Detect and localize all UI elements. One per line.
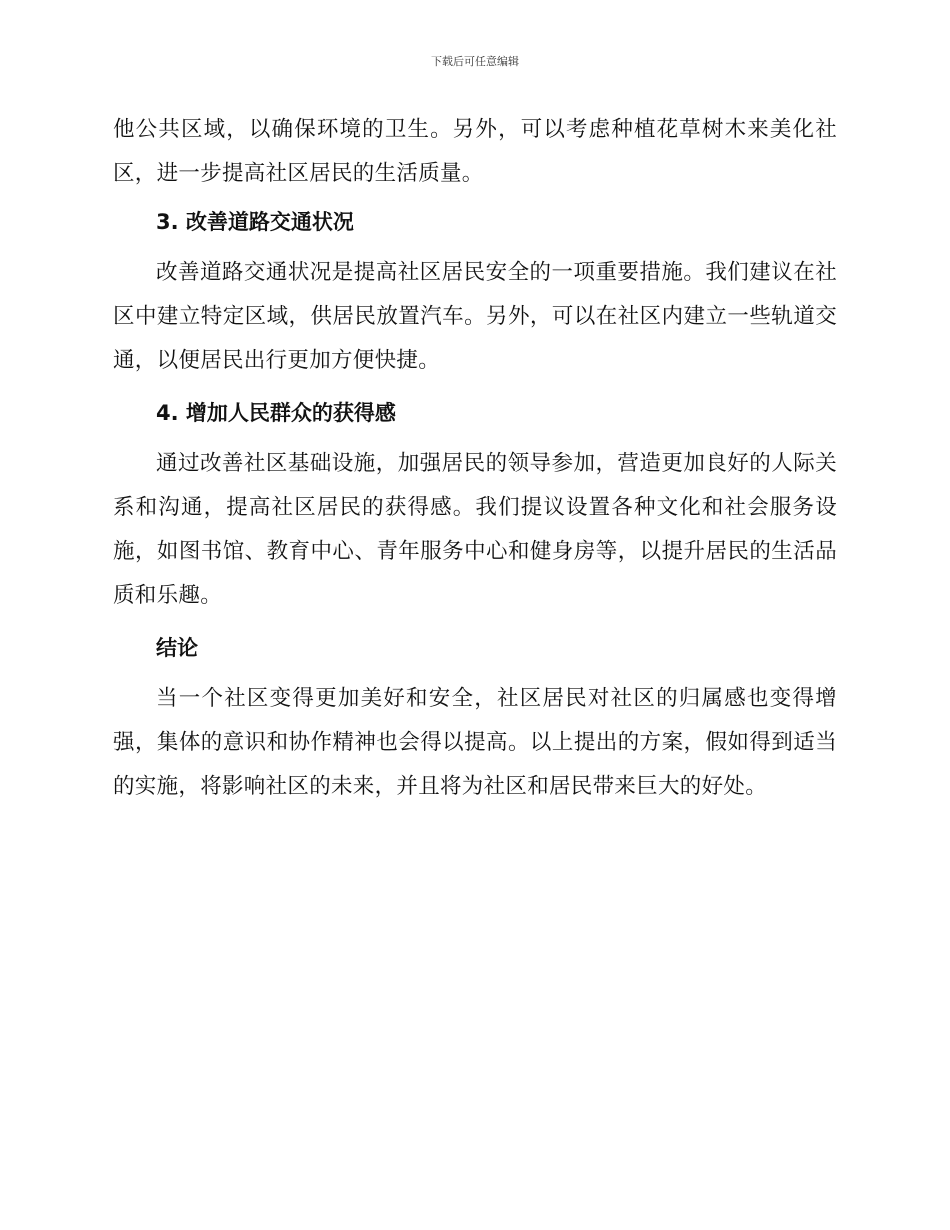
conclusion-heading: 结论 — [156, 636, 198, 660]
page-header: 下载后可任意编辑 — [431, 55, 519, 68]
section-paragraph-3: 改善道路交通状况是提高社区居民安全的一项重要措施。我们建议在社区中建立特定区域，供居民放置汽车。另外，可以在社区内建立一些轨道交通，以便居民出行更加方便快捷。 — [113, 260, 837, 373]
section-paragraph-4: 通过改善社区基础设施，加强居民的领导参加，营造更加良好的人际关系和沟通，提高社区居民的获得感。我们提议设置各种文化和社会服务设施，如图书馆、教育中心、青年服务中心和健身房等，以提升居民的生活品质和乐趣。 — [113, 451, 837, 608]
conclusion-paragraph: 当一个社区变得更加美好和安全，社区居民对社区的归属感也变得增强，集体的意识和协作精神也会得以提高。以上提出的方案，假如得到适当的实施，将影响社区的未来，并且将为社区和居民带来巨大的好处。 — [113, 686, 837, 799]
section-heading-4: 4. 增加人民群众的获得感 — [156, 401, 396, 425]
continued-paragraph: 他公共区域，以确保环境的卫生。另外，可以考虑种植花草树木来美化社区，进一步提高社区居民的生活质量。 — [113, 117, 837, 186]
document-body — [113, 108, 837, 809]
section-heading-3: 3. 改善道路交通状况 — [156, 210, 354, 234]
